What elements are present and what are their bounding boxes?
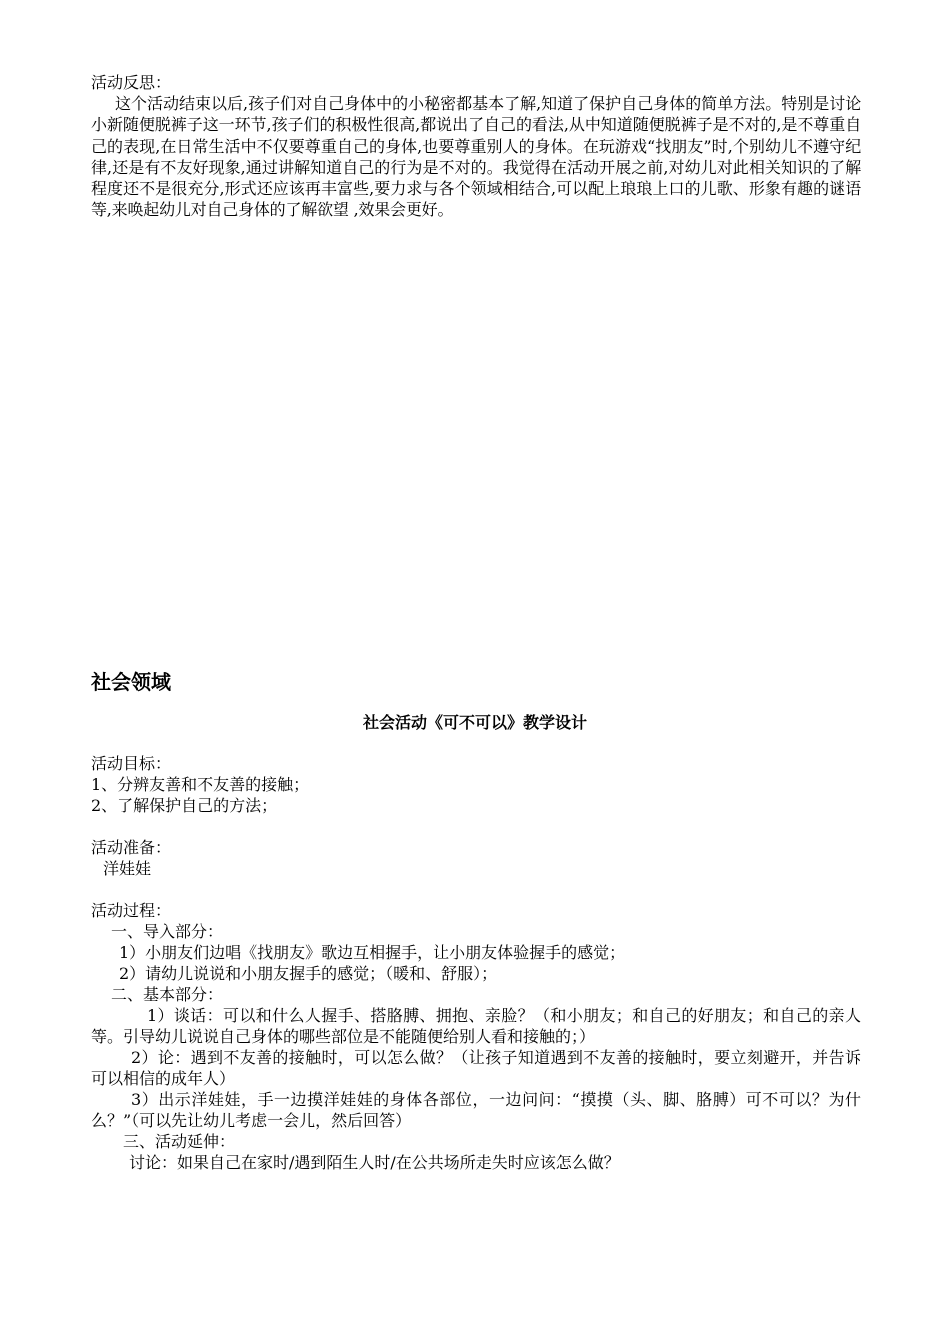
goal-item: 2、了解保护自己的方法； <box>91 796 278 815</box>
doc-title: 社会活动《可不可以》教学设计 <box>362 713 587 732</box>
reflection-heading: 活动反思： <box>91 73 172 92</box>
part3-title: 三、活动延伸： <box>123 1132 236 1151</box>
reflection-section <box>91 72 861 221</box>
prep-heading: 活动准备： <box>91 838 172 857</box>
part1-title: 一、导入部分： <box>111 922 224 941</box>
part1-step: 1）小朋友们边唱《找朋友》歌边互相握手，让小朋友体验握手的感觉； <box>119 943 626 962</box>
prep-item: 洋娃娃 <box>103 859 152 878</box>
goal-item: 1、分辨友善和不友善的接触； <box>91 775 310 794</box>
section-heading: 社会领域 <box>91 670 171 694</box>
part3-text: 讨论：如果自己在家时/遇到陌生人时/在公共场所走失时应该怎么做？ <box>129 1153 620 1172</box>
process-heading: 活动过程： <box>91 901 172 920</box>
part2-title: 二、基本部分： <box>111 985 224 1004</box>
part1-step: 2）请幼儿说说和小朋友握手的感觉；（暖和、舒服）； <box>119 964 498 983</box>
lesson-plan-content <box>91 753 861 1173</box>
part2-step: 2）论：遇到不友善的接触时，可以怎么做？（让孩子知道遇到不友善的接触时，要立刻避开，并告诉可以相信的成年人） <box>91 1048 861 1088</box>
part2-step: 1）谈话：可以和什么人握手、搭胳膊、拥抱、亲脸？（和小朋友；和自己的好朋友；和自己的亲人等。引导幼儿说说自己身体的哪些部位是不能随便给别人看和接触的；） <box>91 1006 861 1046</box>
goals-heading: 活动目标： <box>91 754 172 773</box>
reflection-body: 这个活动结束以后,孩子们对自己身体中的小秘密都基本了解,知道了保护自己身体的简单方法。特别是讨论小新随便脱裤子这一环节,孩子们的积极性很高,都说出了自己的看法,从中知道随便脱裤子是不对的,是不尊重自己的表现,在日常生活中不仅要尊重自己的身体,也要尊重别人的身体。在玩游戏“找朋友”时,个别幼儿不遵守纪律,还是有不友好现象,通过讲解知道自己的行为是不对的。我觉得在活动开展之前,对幼儿对此相关知识的了解程度还不是很充分,形式还应该再丰富些,要力求与各个领域相结合,可以配上琅琅上口的儿歌、形象有趣的谜语等,来唤起幼儿对自己身体的了解欲望 ,效果会更好。 <box>91 94 861 220</box>
part2-step: 3）出示洋娃娃，手一边摸洋娃娃的身体各部位，一边问问：“摸摸（头、脚、胳膊）可不可以？为什么？”（可以先让幼儿考虑一会儿，然后回答） <box>91 1090 861 1130</box>
